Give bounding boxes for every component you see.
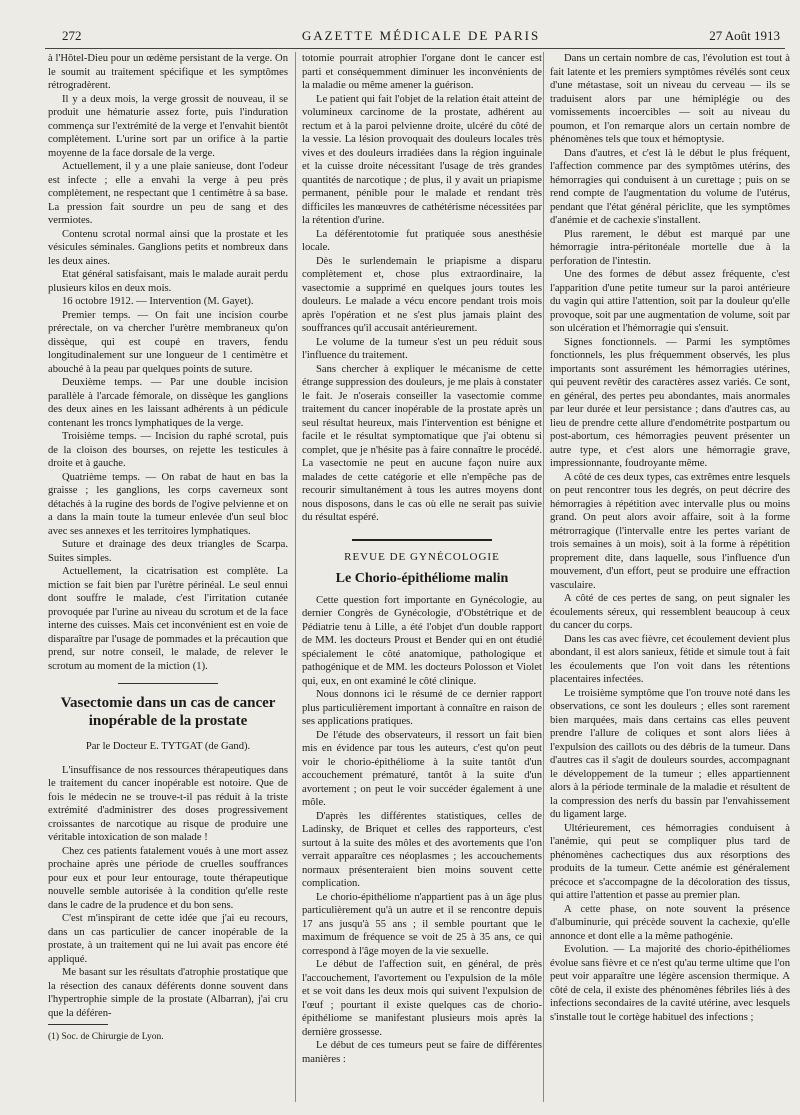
paragraph: Quatrième temps. — On rabat de haut en bas la graisse ; les ganglions, les corps caverneux sont détachés à la rugine des bords de l'ogive pelvienne et on a dans la main toute la tumeur enlevée d'un seul bloc avec ses annexes et les territoires lymphatiques.	[48, 471, 288, 537]
paragraph: Chez ces patients fatalement voués à une mort assez prochaine après une période de cruelles souffrances pour eux et pour leur entourage, toute thérapeutique nouvelle semble autorisée à la condition qu'elle reste dans le cadre de la prudence et du bon sens.	[48, 845, 288, 911]
article-author: Par le Docteur E. TYTGAT (de Gand).	[85, 741, 251, 752]
paragraph: Troisième temps. — Incision du raphé scrotal, puis de la cloison des bourses, on rejette les testicules à droite et à gauche.	[48, 431, 288, 469]
paragraph: Sans chercher à expliquer le mécanisme de cette étrange suppression des douleurs, je me plais à constater le fait. Je n'oserais conseiller la vasectomie comme traitement du cancer inopérable de la prostate après un seul résultat heureux, mais l'intervention est bénigne et facile et le résultat symptomatique que j'ai obtenu si complet, que je n'hésite pas à faire connaître le procédé. La vasectomie ne peut en aucune façon nuire aux malades de cette catégorie et elle n'empêche pas de recourir simultanément à tous les autres moyens dont nous disposons, dans le cas où elle ne serait pas suivie du résultat espéré.	[302, 363, 542, 523]
paragraph: Plus rarement, le début est marqué par une hémorragie intra-péritonéale mortelle due à la perforation de l'intestin.	[550, 228, 790, 267]
paragraph: Me basant sur les résultats d'atrophie prostatique que la résection des canaux déférents donne souvent dans l'hypertrophie simple de la prostate (Albarran), j'ai cru que la déféren-	[48, 967, 288, 1019]
paragraph: Le troisième symptôme que l'on trouve noté dans les observations, ce sont les douleurs ; elles sont rarement bien marquées, mais dans certains cas elles peuvent prendre l'allure de coliques et sont alors liées à l'expulsion des caillots ou des débris de la tumeur. Dans d'autres cas il s'agit de douleurs sourdes, accompagnant le développement de la tumeur ; elles appartiennent alors à la période terminale de la maladie et résultent de la compression des nerfs du bassin par l'envahissement du ligament large.	[550, 687, 790, 820]
issue-date: 27 Août 1913	[709, 28, 780, 43]
paragraph: C'est m'inspirant de cette idée que j'ai eu recours, dans un cas particulier de cancer inopérable de la prostate, à un traitement qui ne lui avait pas encore été appliqué.	[48, 913, 288, 965]
section-rule	[352, 539, 492, 541]
paragraph: L'insuffisance de nos ressources thérapeutiques dans le traitement du cancer inopérable est notoire. Que de fois le médecin ne se trouve-t-il pas réduit à la triste extrémité d'administrer des doses progressivement croissantes de narcotique au risque de produire une véritable intoxication de son malade !	[48, 764, 288, 843]
header-rule	[45, 48, 785, 49]
paragraph: Le début de ces tumeurs peut se faire de différentes manières :	[302, 1040, 542, 1065]
paragraph: Ultérieurement, ces hémorragies conduisent à l'anémie, qui peut se compliquer plus tard de phénomènes cachectiques dus aux résorptions des produits de la tumeur. Cette anémie est généralement précoce et s'accompagne de la décoloration des tissus, qui attire l'attention et passe au premier plan.	[550, 822, 790, 901]
paragraph: à l'Hôtel-Dieu pour un œdème persistant de la verge. On le soumit au traitement spécifique et les symptômes rétrogradèrent.	[48, 53, 288, 91]
paragraph: Signes fonctionnels. — Parmi les symptômes fonctionnels, les plus fréquemment observés, les plus importants sont assurément les hémorragies utérines, qui peuvent revêtir des caractères assez variés. Ce sont, en général, des pertes peu abondantes, mais anormales par leur durée et leur persistance ; dans d'autres cas, au lieu de prendre cette allure d'endométrite postpartum ou post-abortum, ces hémorragies peuvent présenter un autre type, et c'est alors une hémorragie grave, impressionnante, foudroyante même.	[550, 336, 790, 469]
paragraph: Etat général satisfaisant, mais le malade aurait perdu plusieurs kilos en deux mois.	[48, 269, 288, 294]
paragraph: Le volume de la tumeur s'est un peu réduit sous l'influence du traitement.	[302, 336, 542, 361]
paragraph: Nous donnons ici le résumé de ce dernier rapport plus particulièrement important à connaître en raison de ses applications pratiques.	[302, 689, 542, 727]
paragraph: Le chorio-épithéliome n'appartient pas à un âge plus particulièrement qu'à un autre et il se rencontre depuis 17 ans jusqu'à 55 ans ; il semble pourtant que le maximum de fréquence se voit de 25 à 35 ans, ce qui correspond à l'âge moyen de la vie sexuelle.	[302, 891, 542, 957]
column-1	[48, 52, 288, 1102]
paragraph: Le début de l'affection suit, en général, de près l'accouchement, l'avortement ou l'expulsion de la môle et se voit dans les deux mois qui suivent l'expulsion de l'œuf ; pourtant il existe quelques cas de chorio-épithéliome se manifestant plusieurs mois après la dernière grossesse.	[302, 959, 542, 1038]
paragraph: D'après les différentes statistiques, celles de Ladinsky, de Briquet et celles des rapporteurs, c'est surtout à la suite des môles et des avortements que l'on verrait apparaître ces néoplasmes ; les accouchements normaux présenteraient bien moins souvent cette complication.	[302, 810, 542, 889]
paragraph: A côté de ces deux types, cas extrêmes entre lesquels on peut rencontrer tous les degrés, on peut décrire des hémorragies à répétition avec intervalle plus ou moins grand. On peut alors avoir affaire, soit à la forme métrorragique (l'intervalle entre les pertes variant de trois semaines à un mois), soit à la forme à répétition proprement dite, dans laquelle, sous l'influence d'un mouvement, d'un effort, peut se produire une effraction vasculaire.	[550, 471, 790, 591]
paragraph: La déférentotomie fut pratiquée sous anesthésie locale.	[302, 228, 542, 253]
paragraph: Contenu scrotal normal ainsi que la prostate et les vésicules séminales. Ganglions petits et nombreux dans les deux aines.	[48, 228, 288, 267]
paragraph: Dans d'autres, et c'est là le début le plus fréquent, l'affection commence par des symptômes utérins, des hémorragies qui conduisent à un curettage ; puis on se rend compte de l'augmentation du volume de l'utérus, pendant que l'état général périclite, que les symptômes d'anémie et de cachexie s'installent.	[550, 147, 790, 226]
paragraph: De l'étude des observateurs, il ressort un fait bien mis en évidence par tous les auteurs, c'est qu'on peut voir le chorio-épithéliome à la suite tantôt d'un accouchement prématuré, tantôt à la suite d'un avortement ; on peut le voir succéder également à une môle.	[302, 729, 542, 808]
paragraph: Actuellement, la cicatrisation est complète. La miction se fait bien par l'urètre périnéal. Le seul ennui dont souffre le malade, c'est l'irritation cutanée provoquée par l'urine au niveau du scrotum et de la face interne des cuisses. Mais cet inconvénient est en voie de disparaître par l'usage de pommades et la précaution que prend, sur notre conseil, le malade, de relever le scrotum au moment de la miction (1).	[48, 566, 288, 672]
paragraph: totomie pourrait atrophier l'organe dont le cancer est parti et conséquemment diminuer les inconvénients de la maladie ou même amener la guérison.	[302, 53, 542, 91]
paragraph: Actuellement, il y a une plaie sanieuse, dont l'odeur est infecte ; elle a envahi la verge à peu près complètement, ne respectant que 1 centimètre à sa base. La pression fait sourdre un peu de sang et des vermiotes.	[48, 161, 288, 226]
footnote-rule	[48, 1024, 108, 1025]
paragraph: 16 octobre 1912. — Intervention (M. Gayet).	[62, 296, 254, 307]
section-rule	[118, 683, 218, 684]
paragraph: A côté de ces pertes de sang, on peut signaler les écoulements séreux, qui ressemblent beaucoup à ceux du cancer du corps.	[550, 593, 790, 631]
paragraph: Il y a deux mois, la verge grossit de nouveau, il se produit une hématurie assez forte, puis l'induration commença sur l'extrémité de la verge et l'envahit bientôt complètement. L'urine sort par un orifice à la partie moyenne de la face dorsale de la verge.	[48, 93, 288, 159]
paragraph: Suture et drainage des deux triangles de Scarpa. Suites simples.	[48, 539, 288, 564]
page-number: 272	[62, 28, 82, 43]
column-3	[550, 52, 790, 1102]
paragraph: Le patient qui fait l'objet de la relation était atteint de volumineux carcinome de la prostate, adhérent au rectum et à la paroi pelvienne droite, ulcéré du côté de la vessie. La lésion provoquait des douleurs locales très vives et des douleurs irradiées dans la région inguinale et la cuisse droite nécessitant l'usage de très grandes quantités de narcotique ; de plus, il y avait un priapisme permanent, pénible pour le malade et rendant très difficiles les manœuvres de cathétérisme nécessitées par la rétention d'urine.	[302, 93, 542, 226]
paragraph: Cette question fort importante en Gynécologie, au dernier Congrès de Gynécologie, d'Obstétrique et de Pédiatrie tenu à Lille, a été l'objet d'un double rapport de MM. les docteurs Proust et Bender qui en ont étudié spécialement le côté anatomique, pathologique et pathogénique et de MM. les docteurs Polosson et Violet qui, eux, en ont examiné le côté clinique.	[302, 594, 542, 687]
column-divider	[295, 52, 296, 1102]
footnote: (1) Soc. de Chirurgie de Lyon.	[48, 1032, 164, 1042]
column-divider	[543, 52, 544, 1102]
paragraph: A cette phase, on note souvent la présence d'albuminurie, qui précède souvent la cachexie, qu'elle annonce et dont elle a la même pathogénie.	[550, 903, 790, 942]
journal-title: GAZETTE MÉDICALE DE PARIS	[301, 28, 541, 43]
page-header	[62, 28, 780, 48]
paragraph: Dans les cas avec fièvre, cet écoulement devient plus abondant, il est alors sanieux, fétide et simule tout à fait les écoulements que l'on voit dans les rétentions placentaires infectées.	[550, 633, 790, 685]
paragraph: Deuxième temps. — Par une double incision parallèle à l'arcade fémorale, on dissèque les ganglions des deux aines en les laissant adhérents à un pédicule contenant les troncs lymphatiques de la verge.	[48, 377, 288, 429]
article-title: Vasectomie dans un cas de cancer inopérable de la prostate	[60, 695, 276, 729]
article-title: Le Chorio-épithéliome malin	[335, 571, 509, 586]
paragraph: Une des formes de début assez fréquente, c'est l'apparition d'une petite tumeur sur la paroi antérieure du vagin qui attire l'attention, soit par la douleur qu'elle provoque, soit par une augmentation de volume, soit par son ulcération et l'hémorragie qui s'ensuit.	[550, 269, 790, 334]
paragraph: Dès le surlendemain le priapisme a disparu complètement et, chose plus extraordinaire, la vasectomie a supprimé en quelques jours toutes les douleurs. Le malade a vécu encore pendant trois mois après l'opération et ne s'est plus jamais plaint des souffrances qu'il accusait antérieurement.	[302, 255, 542, 334]
paragraph: Dans un certain nombre de cas, l'évolution est tout à fait latente et les premiers symptômes révélés sont ceux d'une métastase, soit un niveau du cerveau — ils se traduisent alors par une hémiplégie ou des vomissements incoercibles — soit au niveau du poumon, et l'on remarque alors un certain nombre de phénomènes tels que toux et hémoptysie.	[550, 53, 790, 145]
paragraph: Premier temps. — On fait une incision courbe prérectale, on va chercher l'urètre membraneux qu'on dissèque, qui est coupé en travers, fendu longitudinalement sur une longueur de 1 centimètre et abouché à la peau par quelques points de suture.	[48, 309, 288, 375]
column-2	[302, 52, 542, 1102]
section-rubric: REVUE DE GYNÉCOLOGIE	[344, 550, 500, 563]
paragraph: Evolution. — La majorité des chorio-épithéliomes évolue sans fièvre et ce n'est qu'au terme ultime que l'on peut voir apparaître une légère ascension thermique. A côté de cela, il existe des phénomènes fébriles liés à des infections secondaires de la cavité utérine, avec lesquels s'installe tout le cortège habituel des infections ;	[550, 944, 790, 1023]
